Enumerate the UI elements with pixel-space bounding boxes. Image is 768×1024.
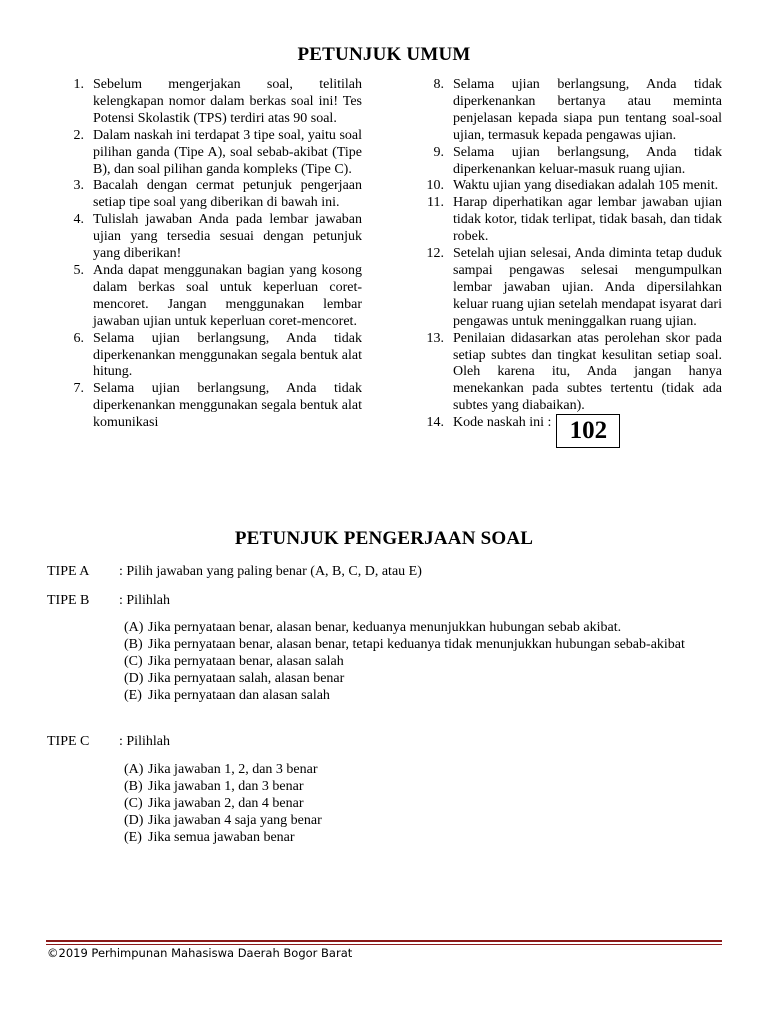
option-item — [124, 762, 724, 779]
item-text: Selama ujian berlangsung, Anda tidak diperkenankan keluar-masuk ruang ujian. — [453, 144, 722, 177]
item-number: 8. — [433, 77, 444, 92]
instruction-item — [426, 246, 722, 331]
instruction-item — [426, 178, 722, 195]
footer-rule-thin — [46, 944, 722, 945]
option-letter: (C) — [124, 795, 143, 811]
section-title-petunjuk-umum: PETUNJUK UMUM — [297, 44, 471, 65]
item-number: 13. — [426, 330, 444, 346]
item-number: 4. — [73, 212, 84, 228]
option-text: Jika jawaban 4 saja yang benar — [148, 812, 322, 828]
instruction-item — [426, 77, 722, 145]
instructions-right-column — [426, 77, 722, 448]
instruction-item — [426, 331, 722, 416]
instruction-item — [62, 77, 362, 128]
exam-code-box: 102 — [556, 414, 620, 448]
instruction-item — [62, 128, 362, 179]
tipe-b-text: : Pilihlah — [119, 593, 170, 608]
item-text: Dalam naskah ini terdapat 3 tipe soal, yaitu soal pilihan ganda (Tipe A), soal sebab-akibat (Tipe B), dan soal pilihan ganda kompleks (Tipe C). — [93, 127, 362, 177]
option-item — [124, 688, 724, 705]
item-number: 12. — [426, 246, 444, 262]
option-text: Jika jawaban 2, dan 4 benar — [148, 795, 304, 811]
option-text: Jika pernyataan benar, alasan salah — [148, 653, 344, 669]
option-text: Jika semua jawaban benar — [148, 829, 295, 845]
item-number: 5. — [73, 262, 84, 278]
section-title-petunjuk-pengerjaan-soal: PETUNJUK PENGERJAAN SOAL — [234, 528, 534, 549]
item-number: 10. — [426, 178, 444, 194]
option-letter: (C) — [124, 653, 143, 669]
tipe-c-row — [47, 733, 170, 750]
option-letter: (A) — [124, 762, 144, 777]
tipe-b-label: TIPE B — [47, 593, 90, 608]
option-letter: (D) — [124, 670, 144, 686]
option-item — [124, 637, 724, 654]
item-text: Anda dapat menggunakan bagian yang kosong dalam berkas soal untuk keperluan coret-mencoret. Jangan menggunakan lembar jawaban ujian untuk keperluan coret-mencoret. — [93, 262, 362, 329]
exam-code-line — [426, 415, 722, 448]
instruction-item — [426, 195, 722, 246]
option-item — [124, 796, 724, 813]
item-number: 9. — [433, 144, 444, 160]
item-text: Harap diperhatikan agar lembar jawaban ujian tidak kotor, tidak terlipat, tidak basah, dan tidak robek. — [453, 195, 722, 245]
item-text: Selama ujian berlangsung, Anda tidak diperkenankan menggunakan segala bentuk alat hitung. — [93, 330, 362, 380]
item-number: 7. — [73, 381, 84, 397]
option-item — [124, 620, 724, 637]
item-text: Sebelum mengerjakan soal, telitilah kelengkapan nomor dalam berkas soal ini! Tes Potensi Skolastik (TPS) terdiri atas 90 soal. — [93, 77, 362, 126]
tipe-a-row — [47, 563, 422, 580]
option-letter: (E) — [124, 687, 142, 703]
footer-copyright: ©2019 Perhimpunan Mahasiswa Daerah Bogor Barat — [47, 946, 353, 960]
instructions-left-column — [62, 77, 362, 432]
option-item — [124, 813, 724, 830]
option-letter: (B) — [124, 778, 143, 794]
option-text: Jika pernyataan dan alasan salah — [148, 687, 330, 703]
item-number: 14. — [426, 415, 444, 431]
option-item — [124, 671, 724, 688]
item-number: 3. — [73, 178, 84, 194]
option-letter: (E) — [124, 829, 142, 845]
option-item — [124, 654, 724, 671]
instruction-item — [62, 212, 362, 263]
option-letter: (D) — [124, 812, 144, 828]
instruction-item — [62, 178, 362, 212]
tipe-a-text: : Pilih jawaban yang paling benar (A, B, C, D, atau E) — [119, 564, 422, 579]
item-text: Waktu ujian yang disediakan adalah 105 menit. — [453, 178, 719, 194]
item-number: 1. — [73, 77, 84, 92]
instruction-item — [62, 263, 362, 331]
tipe-a-label: TIPE A — [47, 564, 90, 579]
instruction-item — [62, 381, 362, 432]
item-text: Bacalah dengan cermat petunjuk pengerjaan setiap tipe soal yang diberikan di bawah ini. — [93, 178, 362, 211]
tipe-b-options — [124, 620, 724, 705]
footer-rule-thick — [46, 940, 722, 942]
item-number: 6. — [73, 330, 84, 346]
option-letter: (B) — [124, 636, 143, 652]
item-text: Selama ujian berlangsung, Anda tidak diperkenankan bertanya atau meminta penjelasan kepada siapa pun tentang soal-soal ujian, termasuk kepada pengawas ujian. — [453, 77, 722, 143]
option-text: Jika jawaban 1, 2, dan 3 benar — [148, 762, 318, 777]
option-item — [124, 779, 724, 796]
instruction-item — [426, 145, 722, 179]
item-text: Setelah ujian selesai, Anda diminta tetap duduk sampai pengawas selesai mengumpulkan lembar jawaban ujian. Anda dipersilahkan keluar ruang ujian setelah mendapat isyarat dari pengawas untuk meninggalkan ruang ujian. — [453, 246, 722, 329]
option-text: Jika pernyataan benar, alasan benar, keduanya menunjukkan hubungan sebab akibat. — [148, 620, 622, 635]
tipe-c-label: TIPE C — [47, 734, 90, 749]
tipe-c-text: : Pilihlah — [119, 734, 170, 749]
option-text: Jika jawaban 1, dan 3 benar — [148, 778, 304, 794]
item-text: Selama ujian berlangsung, Anda tidak diperkenankan menggunakan segala bentuk alat komunikasi — [93, 381, 362, 431]
tipe-b-row — [47, 592, 170, 609]
option-text: Jika pernyataan salah, alasan benar — [148, 670, 345, 686]
option-letter: (A) — [124, 620, 144, 635]
item-text: Penilaian didasarkan atas perolehan skor pada setiap subtes dan tingkat kesulitan setiap soal. Oleh karena itu, Anda jangan hanya menekankan pada subtes tertentu (tidak ada subtes yang diabaikan). — [453, 330, 722, 414]
option-text: Jika pernyataan benar, alasan benar, tetapi keduanya tidak menunjukkan hubungan sebab-akibat — [148, 636, 685, 652]
exam-code-label: Kode naskah ini : — [453, 415, 552, 431]
tipe-c-options — [124, 762, 724, 847]
item-number: 11. — [427, 195, 444, 211]
option-item — [124, 830, 724, 847]
item-text: Tulislah jawaban Anda pada lembar jawaban ujian yang tersedia sesuai dengan petunjuk yang diberikan! — [93, 212, 362, 262]
instruction-item — [62, 331, 362, 382]
item-number: 2. — [73, 127, 84, 143]
